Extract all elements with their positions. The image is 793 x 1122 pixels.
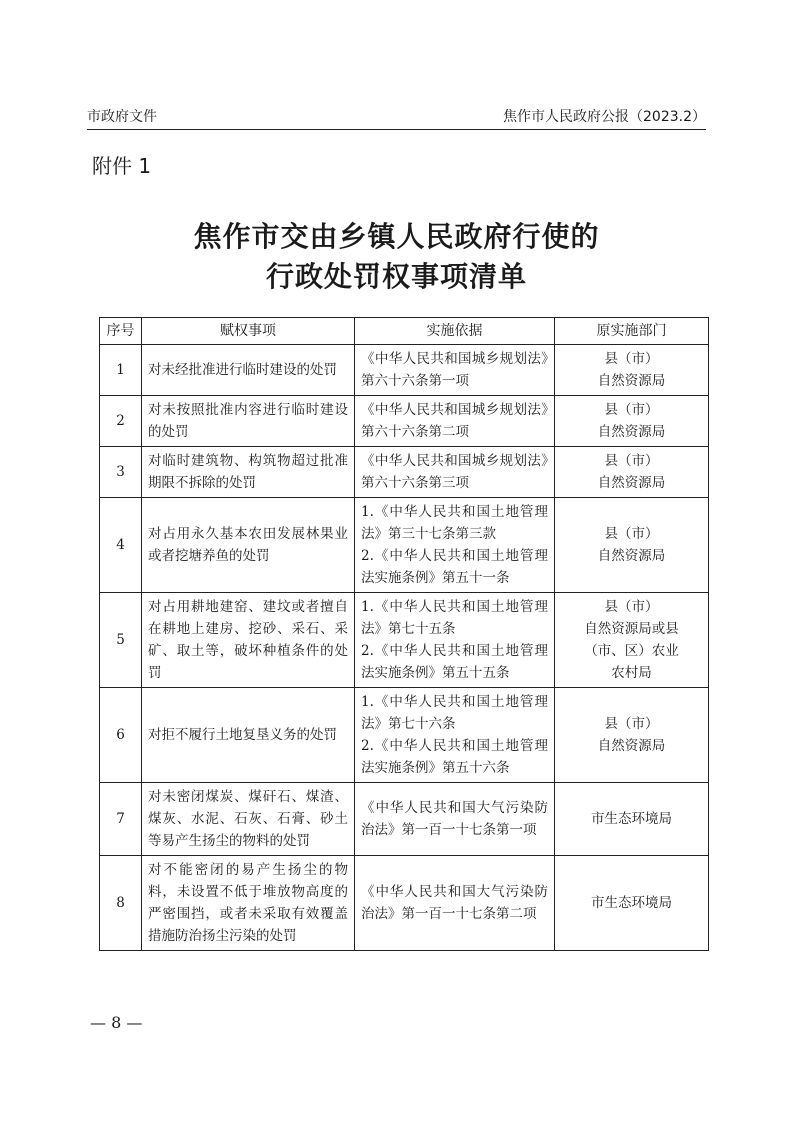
row-number: 1: [100, 345, 142, 396]
authorized-item: 对占用永久基本农田发展林果业或者挖塘养鱼的处罚: [142, 498, 355, 593]
legal-basis-line: 1.《中华人民共和国土地管理法》第三十七条第三款: [361, 504, 548, 542]
table-row: [100, 498, 709, 593]
row-number: 4: [100, 498, 142, 593]
department-line: 自然资源局: [597, 424, 666, 440]
authorized-item: 对未密闭煤炭、煤矸石、煤渣、煤灰、水泥、石灰、石膏、砂土等易产生扬尘的物料的处罚: [142, 783, 355, 856]
header-no: 序号: [100, 318, 142, 345]
original-department: [555, 498, 709, 593]
legal-basis: [355, 396, 555, 447]
legal-basis-line: 1.《中华人民共和国土地管理法》第七十六条: [361, 694, 548, 732]
original-department: [555, 783, 709, 856]
legal-basis-line: 《中华人民共和国城乡规划法》第六十六条第一项: [361, 351, 548, 389]
department-line: 农村局: [611, 665, 652, 681]
title-line-1: 焦作市交由乡镇人民政府行使的: [193, 220, 600, 253]
department-line: 市生态环境局: [591, 895, 672, 911]
legal-basis-line: 《中华人民共和国大气污染防治法》第一百一十七条第一项: [361, 800, 548, 838]
header-item: 赋权事项: [142, 318, 355, 345]
legal-basis: [355, 447, 555, 498]
department-line: 县（市）: [604, 526, 659, 542]
department-line: 自然资源局: [597, 738, 666, 754]
legal-basis: [355, 688, 555, 783]
page-number: — 8 —: [90, 1013, 143, 1032]
legal-basis: [355, 783, 555, 856]
legal-basis-line: 《中华人民共和国城乡规划法》第六十六条第三项: [361, 453, 548, 491]
authorized-item: 对占用耕地建窑、建坟或者擅自在耕地上建房、挖砂、采石、采矿、取土等，破坏种植条件的处罚: [142, 593, 355, 688]
page-header: [87, 106, 706, 126]
legal-basis: [355, 345, 555, 396]
legal-basis-line: 2.《中华人民共和国土地管理法实施条例》第五十五条: [361, 643, 548, 681]
department-line: 自然资源局: [597, 373, 666, 389]
department-line: 县（市）: [604, 351, 659, 367]
legal-basis-line: 2.《中华人民共和国土地管理法实施条例》第五十六条: [361, 738, 548, 776]
original-department: [555, 396, 709, 447]
header-dept: 原实施部门: [555, 318, 709, 345]
authorized-item: 对拒不履行土地复垦义务的处罚: [142, 688, 355, 783]
table-header-row: [100, 318, 709, 345]
original-department: [555, 447, 709, 498]
legal-basis-line: 《中华人民共和国城乡规划法》第六十六条第二项: [361, 402, 548, 440]
legal-basis: [355, 498, 555, 593]
original-department: [555, 593, 709, 688]
legal-basis: [355, 593, 555, 688]
attachment-label: 附件 1: [92, 154, 152, 178]
department-line: 县（市）: [604, 402, 659, 418]
department-line: 自然资源局或县: [584, 621, 679, 637]
table-row: [100, 856, 709, 951]
department-line: 县（市）: [604, 453, 659, 469]
table-row: [100, 345, 709, 396]
row-number: 3: [100, 447, 142, 498]
department-line: 自然资源局: [597, 548, 666, 564]
authorized-item: 对未经批准进行临时建设的处罚: [142, 345, 355, 396]
legal-basis: [355, 856, 555, 951]
row-number: 8: [100, 856, 142, 951]
original-department: [555, 345, 709, 396]
table-row: [100, 593, 709, 688]
table-row: [100, 688, 709, 783]
legal-basis-line: 2.《中华人民共和国土地管理法实施条例》第五十一条: [361, 548, 548, 586]
title-line-2: 行政处罚权事项清单: [265, 260, 527, 293]
table-row: [100, 447, 709, 498]
legal-basis-line: 《中华人民共和国大气污染防治法》第一百一十七条第二项: [361, 884, 548, 922]
header-basis: 实施依据: [355, 318, 555, 345]
legal-basis-line: 1.《中华人民共和国土地管理法》第七十五条: [361, 599, 548, 637]
department-line: 市生态环境局: [591, 811, 672, 827]
document-title: [0, 217, 793, 297]
row-number: 7: [100, 783, 142, 856]
row-number: 6: [100, 688, 142, 783]
authorized-item: 对不能密闭的易产生扬尘的物料，未设置不低于堆放物高度的严密围挡，或者未采取有效覆盖措施防治扬尘污染的处罚: [142, 856, 355, 951]
department-line: 自然资源局: [597, 475, 666, 491]
table-row: [100, 396, 709, 447]
penalty-items-table: [99, 317, 709, 951]
department-line: 县（市）: [604, 716, 659, 732]
header-rule: [87, 129, 706, 130]
authorized-item: 对未按照批准内容进行临时建设的处罚: [142, 396, 355, 447]
header-right: 焦作市人民政府公报（2023.2）: [503, 109, 706, 125]
original-department: [555, 688, 709, 783]
table-row: [100, 783, 709, 856]
header-left: 市政府文件: [87, 109, 157, 125]
original-department: [555, 856, 709, 951]
row-number: 2: [100, 396, 142, 447]
department-line: 县（市）: [604, 599, 659, 615]
table-body: [100, 345, 709, 951]
department-line: （市、区）农业: [584, 643, 679, 659]
authorized-item: 对临时建筑物、构筑物超过批准期限不拆除的处罚: [142, 447, 355, 498]
row-number: 5: [100, 593, 142, 688]
